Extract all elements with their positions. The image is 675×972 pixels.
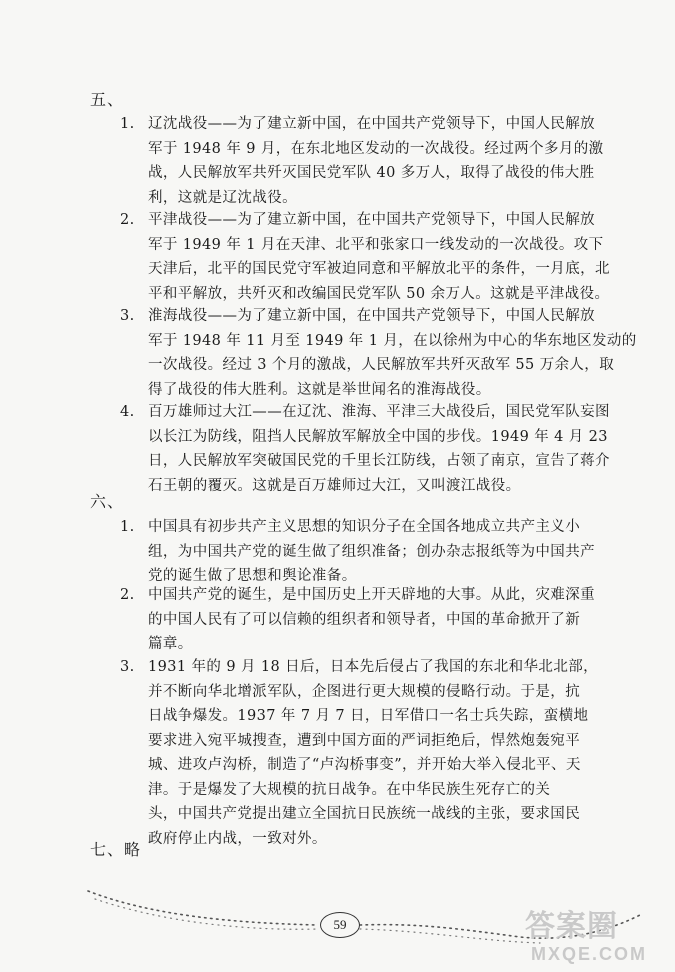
section-heading-7: 七、略: [90, 840, 142, 859]
page-number: 59: [320, 912, 360, 938]
item-text: [148, 583, 595, 657]
text-line: 军于 1949 年 1 月在天津、北平和张家口一线发动的一次战役。攻下: [148, 236, 604, 253]
text-line: 组，为中国共产党的诞生做了组织准备；创办杂志报纸等为中国共产: [148, 543, 595, 560]
text-line: 头，中国共产党提出建立全国抗日民族统一战线的主张，要求国民: [148, 806, 581, 822]
text-line: 日战争爆发。1937 年 7 月 7 日，日军借口一名士兵失踪，蛮横地: [148, 708, 589, 724]
text-line: 利，这就是辽沈战役。: [148, 189, 297, 206]
text-line: 军于 1948 年 11 月至 1949 年 1 月，在以徐州为中心的华东地区发动的: [148, 332, 637, 349]
text-line: 日，人民解放军突破国民党的千里长江防线，占领了南京，宣告了蒋介: [148, 453, 610, 469]
text-line: 天津后，北平的国民党守军被迫同意和平解放北平的条件，一月底，北: [148, 261, 610, 277]
text-line: 的中国人民有了可以信赖的组织者和领导者，中国的革命掀开了新: [148, 611, 581, 628]
list-item: [120, 515, 595, 589]
item-text: [148, 400, 610, 498]
item-number: 4.: [120, 404, 135, 420]
text-line: 1931 年的 9 月 18 日后，日本先后侵占了我国的东北和华北北部，: [148, 659, 599, 675]
watermark-url: MXQE.COM: [531, 944, 648, 964]
item-text: [148, 112, 604, 210]
text-line: 以长江为防线，阻挡人民解放军解放全中国的步伐。1949 年 4 月 23: [148, 428, 608, 445]
item-number: 3.: [120, 308, 135, 324]
text-line: 平津战役——为了建立新中国，在中国共产党领导下，中国人民解放: [148, 212, 595, 228]
list-item: [120, 112, 604, 210]
text-line: 石王朝的覆灭。这就是百万雄师过大江，又叫渡江战役。: [148, 477, 521, 494]
text-line: 津。于是爆发了大规模的抗日战争。在中华民族生死存亡的关: [148, 781, 551, 798]
item-number: 1.: [120, 519, 135, 535]
item-text: [148, 515, 595, 589]
text-line: 中国共产党的诞生，是中国历史上开天辟地的大事。从此，灾难深重: [148, 587, 595, 603]
text-line: 要求进入宛平城搜查，遭到中国方面的严词拒绝后，悍然炮轰宛平: [148, 732, 581, 749]
text-line: 战，人民解放军共歼灭国民党军队 40 多万人，取得了战役的伟大胜: [148, 165, 595, 181]
list-item: [120, 655, 599, 851]
text-line: 平和平解放，共歼灭和改编国民党军队 50 余万人。这就是平津战役。: [148, 285, 610, 302]
item-number: 2.: [120, 212, 135, 228]
text-line: 中国具有初步共产主义思想的知识分子在全国各地成立共产主义小: [148, 519, 581, 535]
item-number: 3.: [120, 659, 135, 675]
text-line: 军于 1948 年 9 月，在东北地区发动的一次战役。经过两个多月的激: [148, 140, 604, 157]
item-number: 1.: [120, 116, 135, 132]
item-number: 2.: [120, 587, 135, 603]
text-line: 篇章。: [148, 636, 193, 652]
section-heading-6: 六、: [90, 492, 125, 511]
text-line: 党的诞生做了思想和舆论准备。: [148, 568, 357, 584]
item-text: [148, 304, 637, 402]
list-item: [120, 304, 637, 402]
item-text: [148, 655, 599, 851]
list-item: [120, 208, 610, 306]
text-line: 辽沈战役——为了建立新中国，在中国共产党领导下，中国人民解放: [148, 116, 595, 132]
watermark: [525, 910, 647, 964]
text-line: 城、进攻卢沟桥，制造了“卢沟桥事变”，并开始大举入侵北平、天: [148, 757, 581, 773]
text-line: 得了战役的伟大胜利。这就是举世闻名的淮海战役。: [148, 381, 491, 398]
text-line: 淮海战役——为了建立新中国，在中国共产党领导下，中国人民解放: [148, 308, 595, 324]
text-line: 一次战役。经过 3 个月的激战，人民解放军共歼灭敌军 55 万余人，取: [148, 357, 615, 373]
list-item: [120, 400, 610, 498]
text-line: 政府停止内战，一致对外。: [148, 830, 327, 847]
watermark-logo: 答案圈: [525, 910, 618, 943]
text-line: 百万雄师过大江——在辽沈、淮海、平津三大战役后，国民党军队妄图: [148, 404, 610, 420]
item-text: [148, 208, 610, 306]
list-item: [120, 583, 595, 657]
text-line: 并不断向华北增派军队，企图进行更大规模的侵略行动。于是，抗: [148, 683, 581, 700]
section-heading-5: 五、: [90, 90, 125, 109]
